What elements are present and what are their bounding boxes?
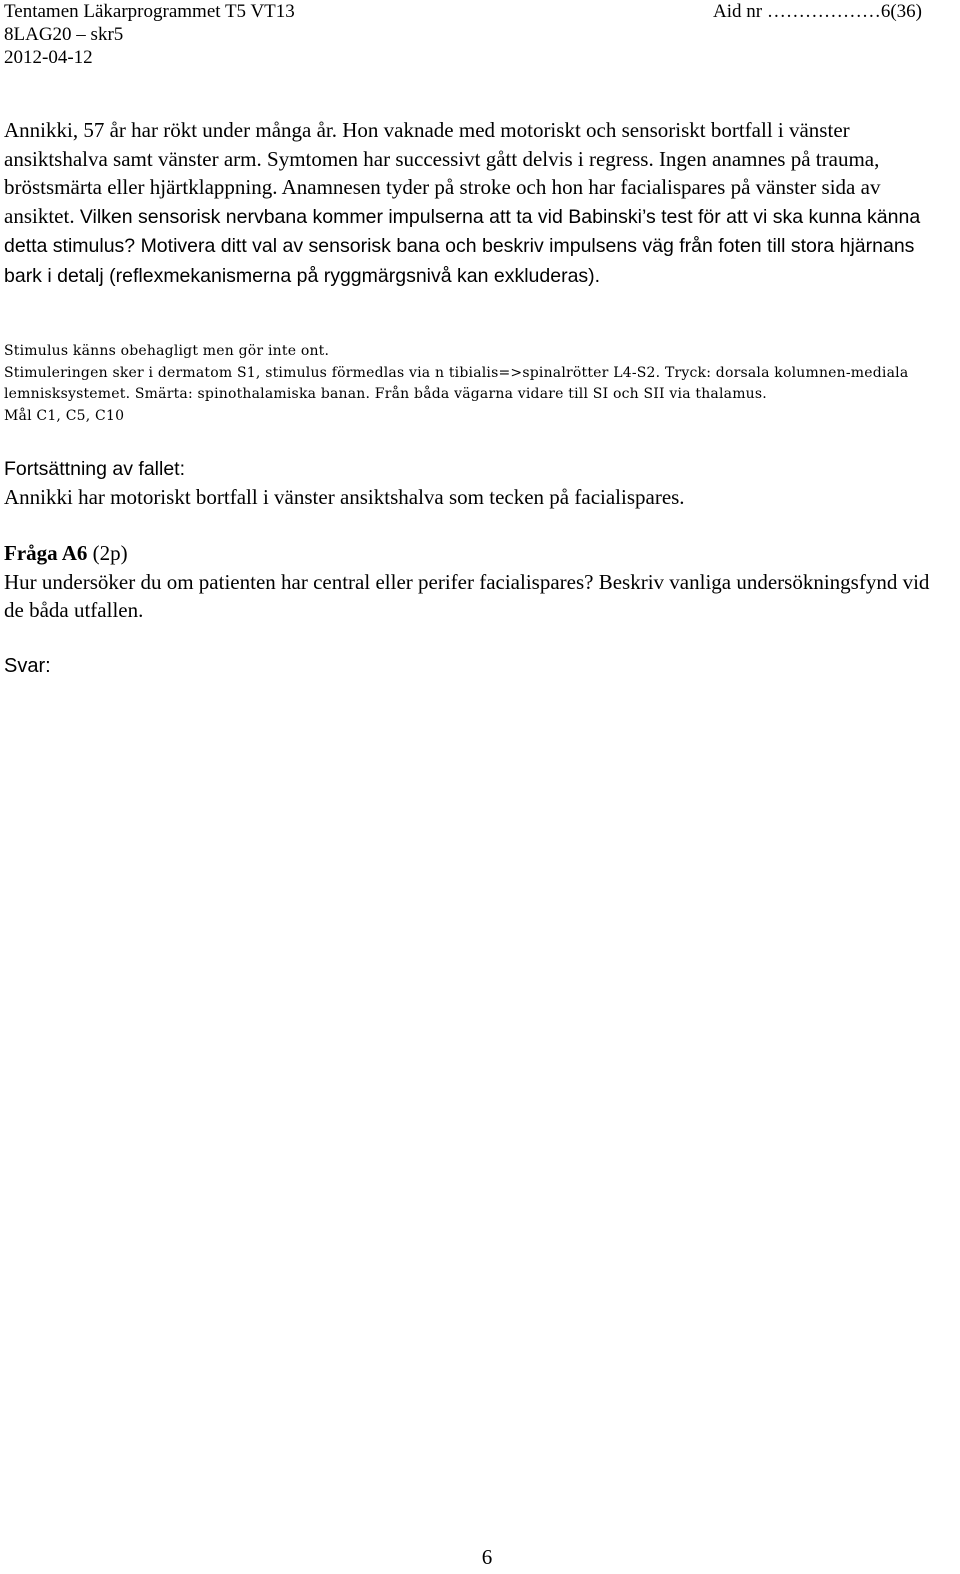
page-number: 6: [481, 1545, 493, 1569]
exam-title: Tentamen Läkarprogrammet T5 VT13: [4, 1, 295, 22]
question-a6: [4, 539, 954, 625]
exam-date: 2012-04-12: [4, 47, 93, 68]
question-a6-title: Fråga A6: [4, 541, 88, 565]
answer-key: [4, 341, 954, 427]
case-intro: Annikki, 57 år har rökt under många år. Hon vaknade med motoriskt och sensoriskt bortfall i vänster ansiktshalva samt vänster arm. Symtomen har successivt gått delvis i regress. Ingen anamnes på trauma, bröstsmärta eller hjärtklappning. Anamnesen tyder på stroke och hon har facialispares på vänster sida av ansiktet.: [4, 118, 881, 228]
case-description: [4, 116, 954, 290]
question-a6-heading: [4, 539, 954, 568]
answer-label: Svar:: [4, 655, 51, 677]
continuation-text: Annikki har motoriskt bortfall i vänster ansiktshalva som tecken på facialispares.: [4, 485, 685, 509]
case-continuation: [4, 455, 954, 511]
answer-line-3: Mål C1, C5, C10: [4, 407, 125, 424]
continuation-heading: Fortsättning av fallet:: [4, 458, 186, 480]
question-a6-points: (2p): [87, 541, 128, 565]
answer-line-2: Stimuleringen sker i dermatom S1, stimulus förmedlas via n tibialis=>spinalrötter L4-S2. Tryck: dorsala kolumnen-mediala lemnisksystemet. Smärta: spinothalamiska banan. Från båda vägarna vidare till SI och SII via thalamus.: [4, 364, 909, 402]
course-code: 8LAG20 – skr5: [4, 24, 124, 45]
aid-number-field: Aid nr ………………6(36): [713, 1, 922, 22]
header-left: [4, 0, 295, 69]
question-a6-text: Hur undersöker du om patienten har central eller perifer facialispares? Beskriv vanliga undersökningsfynd vid de båda utfallen.: [4, 569, 930, 622]
case-question: Vilken sensorisk nervbana kommer impulserna att ta vid Babinski’s test för att vi ska kunna känna detta stimulus? Motivera ditt val av sensorisk bana och beskriv impulsens väg från foten till stora hjärnans bark i detalj (reflexmekanismerna på ryggmärgsnivå kan exkluderas).: [4, 205, 921, 287]
answer-line-1: Stimulus känns obehagligt men gör inte ont.: [4, 343, 330, 359]
